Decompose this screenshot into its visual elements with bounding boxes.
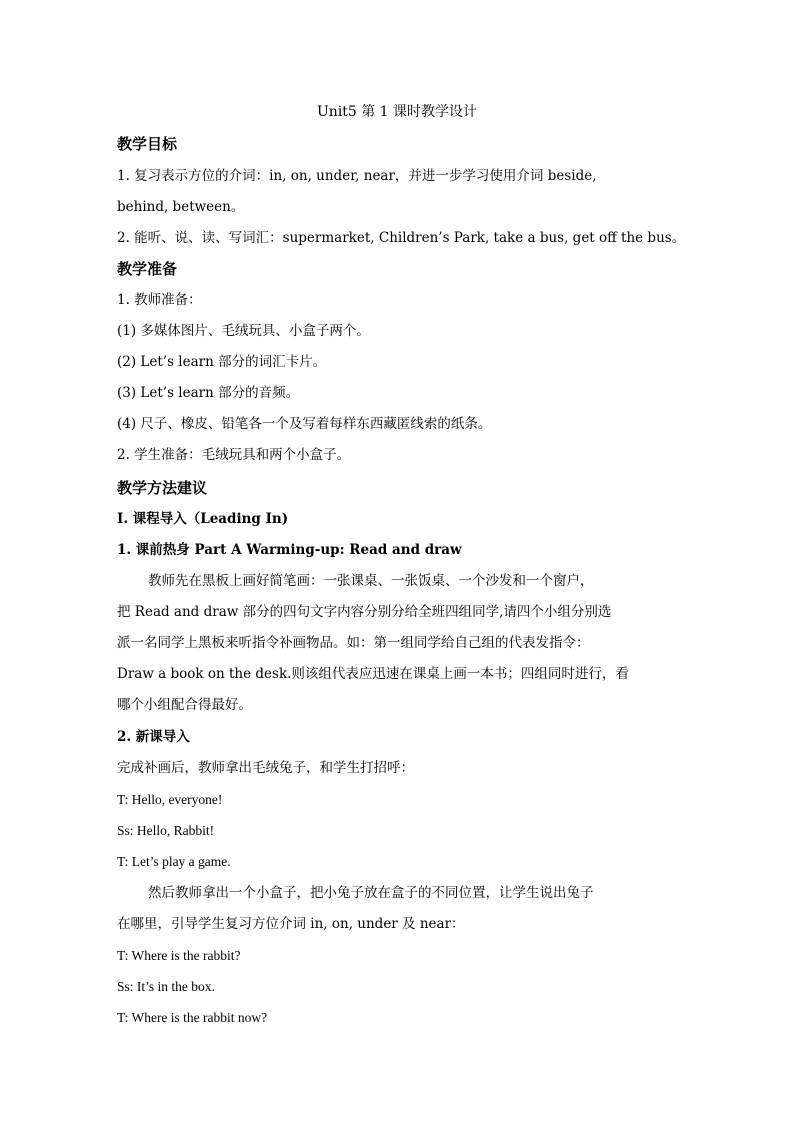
dialogue-line-4: T: Where is the rabbit?: [117, 948, 241, 963]
section-heading-prep: 教学准备: [117, 260, 178, 278]
goal-2: 2. 能听、说、读、写词汇：supermarket, Children’s Park, take a bus, get off the bus。: [117, 230, 686, 246]
prep-item-3: (3) Let’s learn 部分的音频。: [117, 385, 300, 401]
dialogue-line-3: T: Let’s play a game.: [117, 854, 231, 869]
dialogue-line-6: T: Where is the rabbit now?: [117, 1010, 268, 1025]
section-heading-goals: 教学目标: [117, 135, 178, 153]
page-title: Unit5 第 1 课时教学设计: [316, 104, 478, 120]
paragraph-1-line-5: 哪个小组配合得最好。: [117, 697, 252, 713]
subheading-new-lesson: 2. 新课导入: [117, 729, 190, 745]
prep-item-4: (4) 尺子、橡皮、铅笔各一个及写着每样东西藏匿线索的纸条。: [117, 416, 492, 432]
section-heading-method: 教学方法建议: [117, 479, 208, 497]
dialogue-line-1: T: Hello, everyone!: [117, 792, 223, 807]
prep-item-2: (2) Let’s learn 部分的词汇卡片。: [117, 354, 327, 370]
paragraph-2-line-2: 在哪里，引导学生复习方位介词 in, on, under 及 near：: [117, 916, 465, 932]
paragraph-1-line-1: 教师先在黑板上画好简笔画：一张课桌、一张饭桌、一个沙发和一个窗户，: [148, 573, 594, 589]
goal-1-line-2: behind, between。: [117, 199, 245, 215]
dialogue-line-5: Ss: It’s in the box.: [117, 979, 215, 994]
paragraph-1-line-2: 把 Read and draw 部分的四句文字内容分别分给全班四组同学,请四个小组分别选: [117, 604, 612, 620]
prep-item-1: (1) 多媒体图片、毛绒玩具、小盒子两个。: [117, 323, 370, 339]
prep-teacher: 1. 教师准备：: [117, 292, 202, 308]
paragraph-1-line-4: Draw a book on the desk.则该组代表应迅速在课桌上画一本书；四组同时进行，看: [117, 666, 629, 682]
paragraph-2-line-1: 然后教师拿出一个小盒子，把小兔子放在盒子的不同位置，让学生说出兔子: [148, 885, 594, 901]
subheading-warmup: 1. 课前热身 Part A Warming-up: Read and draw: [117, 542, 462, 558]
dialogue-line-2: Ss: Hello, Rabbit!: [117, 823, 215, 838]
prep-student: 2. 学生准备：毛绒玩具和两个小盒子。: [117, 447, 351, 463]
subheading-leading-in: I. 课程导入（Leading In): [117, 511, 289, 527]
after-draw-text: 完成补画后，教师拿出毛绒兔子，和学生打招呼：: [117, 760, 414, 776]
paragraph-1-line-3: 派一名同学上黑板来听指令补画物品。如：第一组同学给自己组的代表发指令：: [117, 635, 590, 651]
goal-1-line-1: 1. 复习表示方位的介词：in, on, under, near，并进一步学习使用介词 beside,: [117, 168, 597, 184]
